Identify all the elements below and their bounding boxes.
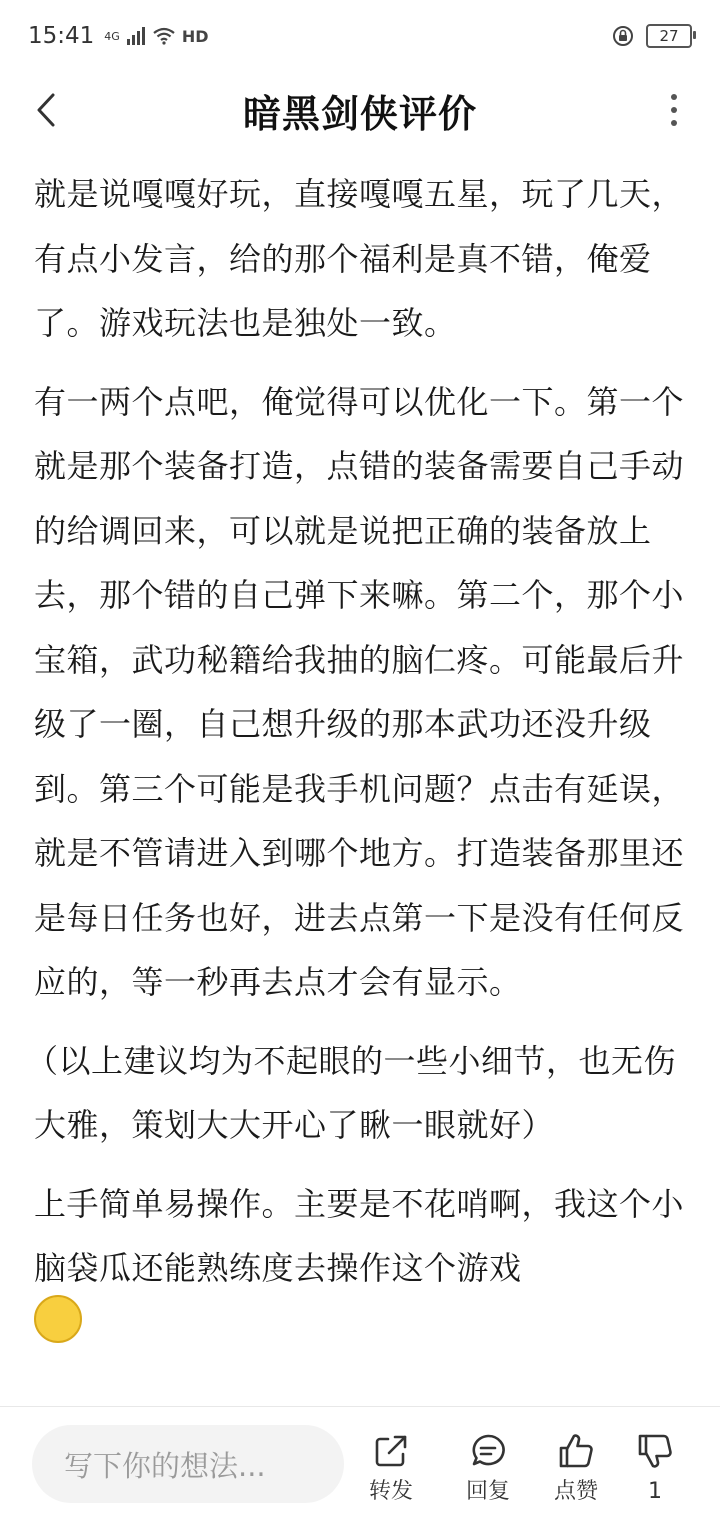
- comment-input-placeholder: 写下你的想法...: [64, 1448, 266, 1483]
- like-button[interactable]: [541, 1431, 611, 1515]
- comment-icon: [468, 1431, 508, 1471]
- reply-button[interactable]: [453, 1431, 523, 1515]
- status-bar: [0, 0, 720, 72]
- network-type: 4G: [104, 29, 120, 43]
- review-paragraph: 有一两个点吧，俺觉得可以优化一下。第一个就是那个装备打造，点错的装备需要自己手动的给调回来，可以就是说把正确的装备放上去，那个错的自己弹下来嘛。第二个，那个小宝箱，武功秘籍给我抽的脑仁疼。可能最后升级了一圈，自己想升级的那本武功还没升级到。第三个可能是我手机问题？点击有延误，就是不管请进入到哪个地方。打造装备那里还是每日任务也好，进去点第一下是没有任何反应的，等一秒再去点才会有显示。: [34, 382, 685, 1001]
- smiley-emoji-icon: [34, 1295, 82, 1343]
- share-icon: [371, 1431, 411, 1471]
- signal-icon: [126, 27, 146, 45]
- hd-indicator: HD: [181, 26, 209, 46]
- more-vertical-icon-dot: [671, 120, 677, 126]
- wifi-icon: [152, 27, 176, 45]
- page-header: [0, 72, 720, 148]
- share-label: 转发: [368, 1479, 413, 1504]
- review-paragraph: 就是说嘎嘎好玩，直接嘎嘎五星，玩了几天，有点小发言，给的那个福利是真不错，俺爱了。游戏玩法也是独处一致。: [34, 175, 685, 342]
- status-left: [28, 23, 209, 49]
- battery-level: 27: [659, 27, 679, 45]
- more-options-button[interactable]: [662, 90, 686, 130]
- review-paragraph: （以上建议均为不起眼的一些小细节，也无伤大雅，策划大大开心了瞅一眼就好）: [26, 1041, 677, 1144]
- more-vertical-icon: [671, 94, 677, 100]
- review-content: [0, 148, 720, 1406]
- dislike-count: 1: [648, 1479, 662, 1504]
- thumbs-down-icon: [635, 1431, 675, 1471]
- status-right: [612, 24, 692, 48]
- comment-input[interactable]: [32, 1425, 344, 1503]
- status-icons: [104, 27, 208, 46]
- dislike-button[interactable]: [620, 1431, 690, 1515]
- more-vertical-icon-dot: [671, 107, 677, 113]
- bottom-action-bar: [0, 1406, 720, 1520]
- page-title: 暗黑剑侠评价: [242, 91, 477, 136]
- chevron-left-icon: [35, 92, 57, 128]
- share-button[interactable]: [356, 1431, 426, 1515]
- thumbs-up-icon: [556, 1431, 596, 1471]
- back-button[interactable]: [26, 86, 66, 134]
- lock-rotation-icon: [612, 25, 634, 47]
- reply-label: 回复: [465, 1479, 510, 1504]
- review-paragraph: 上手简单易操作。主要是不花哨啊，我这个小脑袋瓜还能熟练度去操作这个游戏: [34, 1184, 685, 1287]
- like-label: 点赞: [553, 1479, 598, 1504]
- battery-indicator: [646, 24, 692, 48]
- status-time: 15:41: [28, 23, 95, 49]
